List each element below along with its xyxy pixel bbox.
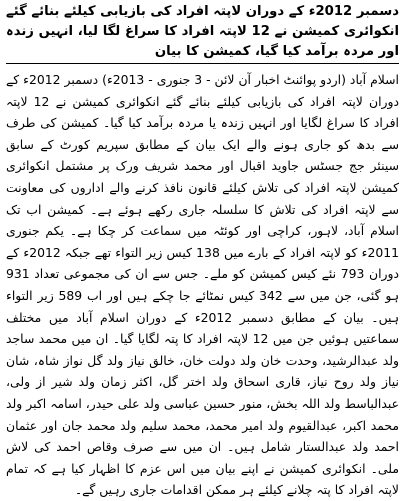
news-article (6, 2, 399, 501)
article-headline: دسمبر 2012ء کے دوران لاپتہ افراد کی بازیابی کیلئے بنائے گئے انکوائری کمیشن نے 12 لاپتہ افراد کا سراغ لگا لیا، انہیں زندہ اور مردہ برآمد کیا گیا، کمیشن کا بیان (6, 2, 399, 64)
article-body: اسلام آباد (اردو پوائنٹ اخبار آن لائن - 3 جنوری - 2013ء) دسمبر 2012ء کے دوران لاپتہ افراد کی بازیابی کیلئے بنائے گئے انکوائری کمیشن نے 12 لاپتہ افراد کا سراغ لگایا اور انہیں زندہ یا مردہ برآمد کیا گیا۔ کمیشن کی طرف سے بدھ کو جاری ہونے والے ایک بیان کے مطابق سپریم کورٹ کے سابق سینئر جج جسٹس جاوید اقبال اور محمد شریف ورک پر مشتمل انکوائری کمیشن لاپتہ افراد کی تلاش کیلئے قانون نافذ کرنے والے اداروں کی معاونت سے لاپتہ افراد کی تلاش کا سلسلہ جاری رکھے ہوئے ہے۔ کمیشن اب تک اسلام آباد، لاہور، کراچی اور کوئٹہ میں سماعت کر چکا ہے۔ یکم جنوری 2011ء کو لاپتہ افراد کے بارے میں 138 کیس زیر التواء تھے جبکہ 2012ء کے دوران 793 نئے کیس کمیشن کو ملے۔ جس سے ان کی مجموعی تعداد 931 ہو گئی، جن میں سے 342 کیس نمٹائے جا چکے ہیں اور اب 589 زیر التواء ہیں۔ بیان کے مطابق دسمبر 2012ء کے دوران اسلام آباد میں مختلف سماعتیں ہوئیں جن میں 12 لاپتہ افراد کا پتہ لگایا گیا۔ ان میں محمد ساجد ولد عبدالرشید، وحدت خان ولد دولت خان، خالق نیاز ولد گل نواز شاہ، شان نیاز ولد روح نیاز، قاری اسحاق ولد اختر گل، اکثر زمان ولد شیر از ولی، عبدالباسط ولد اللہ بخش، منور حسین عباسی ولد علی حیدر، اسامہ اکبر ولد محمد اکبر، عبدالقیوم ولد امیر محمد، محمد سلیم ولد محمد جان اور عثمان احمد ولد عبدالستار شامل ہیں۔ ان میں سے صرف وقاص احمد کی لاش ملی۔ انکوائری کمیشن نے اپنے بیان میں اس عزم کا اظہار کیا ہے کہ تمام لاپتہ افراد کا پتہ چلانے کیلئے ہر ممکن اقدامات جاری رہیں گے۔ (6, 72, 400, 498)
